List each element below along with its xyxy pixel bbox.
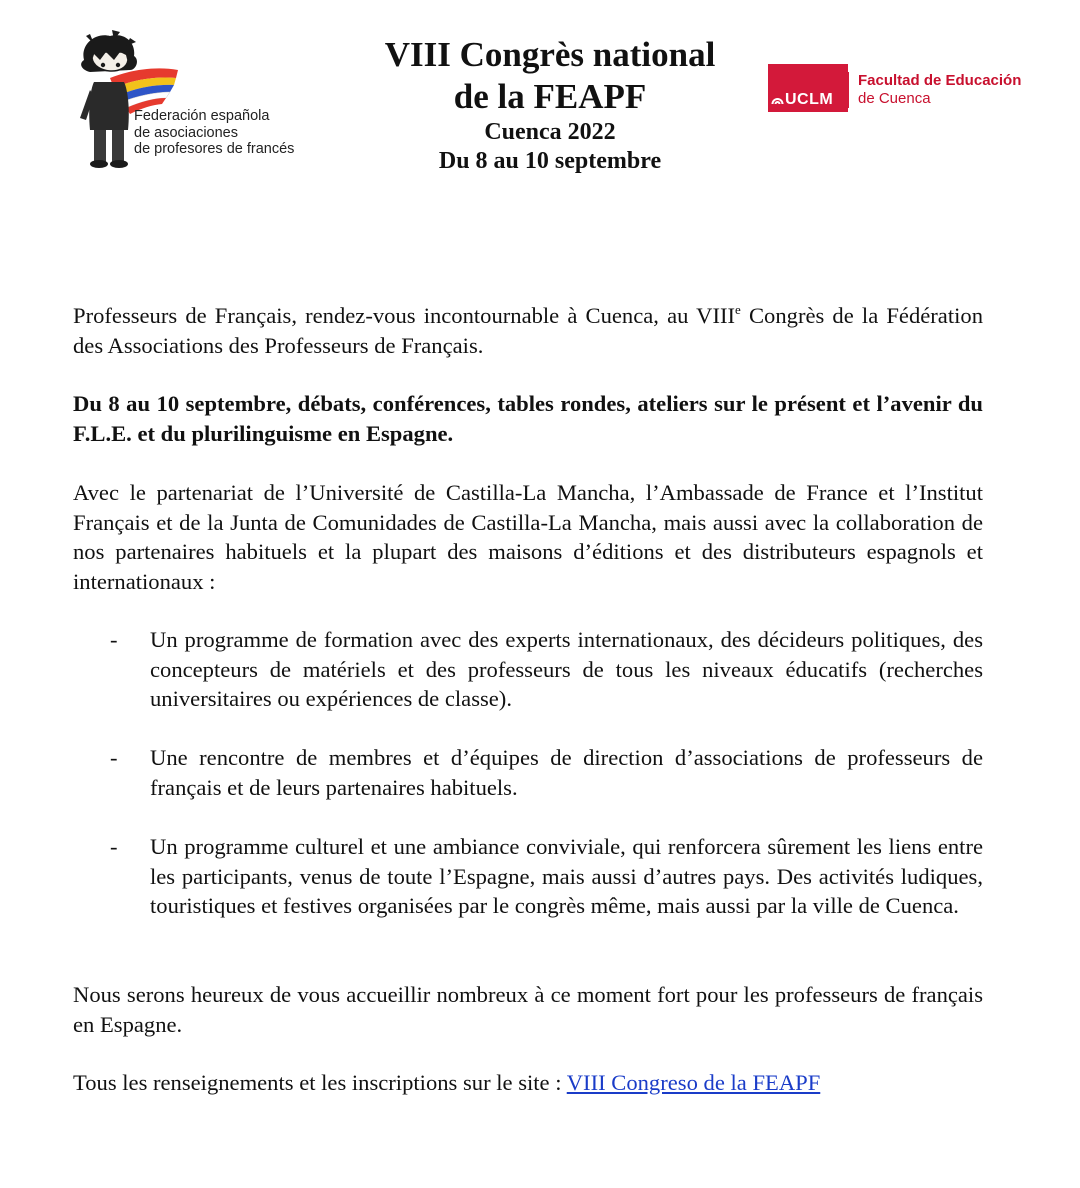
- list-item: [73, 743, 983, 802]
- feapf-org-line: de asociaciones: [134, 124, 238, 141]
- title-line-1: VIII Congrès national: [384, 35, 716, 74]
- uclm-logo: [768, 64, 1036, 116]
- feapf-org-line: Federación española: [134, 108, 270, 124]
- title-line-2: de la FEAPF: [453, 77, 647, 116]
- feapf-org-name: [134, 108, 294, 158]
- bullet-dash: -: [110, 834, 118, 859]
- congress-dates: Du 8 au 10 septembre: [438, 148, 662, 174]
- feapf-logo: [70, 30, 310, 180]
- closing-paragraph: Nous serons heureux de vous accueillir nombreux à ce moment fort pour les professeurs de français en Espagne.: [73, 982, 983, 1037]
- faculty-line-1: Facultad de Educación: [858, 72, 1022, 89]
- list-item-text: Un programme de formation avec des experts internationaux, des décideurs politiques, des concepteurs de matériels et des professeurs de tous les niveaux éducatifs (recherches universitaires ou expériences de classe).: [150, 627, 983, 711]
- uclm-logo-block: [768, 64, 848, 112]
- congress-title: [350, 34, 750, 176]
- faculty-name: [848, 72, 1021, 108]
- city-year: Cuenca 2022: [484, 119, 616, 145]
- feapf-org-line: de profesores de francés: [134, 141, 295, 157]
- list-item-text: Un programme culturel et une ambiance conviviale, qui renforcera sûrement les liens entre les participants, venus de toute l’Espagne, mais aussi d’autres pays. Des activités ludiques, touristiques et festives organisées par le congrès même, mais aussi par la ville de Cuenca.: [150, 834, 983, 918]
- list-item: [73, 625, 983, 714]
- bullet-dash: -: [110, 627, 118, 652]
- list-item-text: Une rencontre de membres et d’équipes de direction d’associations de professeurs de français et de leurs partenaires habituels.: [150, 745, 983, 800]
- uclm-emblem-icon: [771, 92, 784, 105]
- info-paragraph: [73, 1068, 983, 1098]
- list-item: [73, 832, 983, 921]
- bullet-dash: -: [110, 745, 118, 770]
- highlight-paragraph: Du 8 au 10 septembre, débats, conférences, tables rondes, ateliers sur le présent et l’avenir du F.L.E. et du plurilinguisme en Espagne.: [73, 391, 983, 446]
- congress-website-link[interactable]: VIII Congreso de la FEAPF: [566, 1070, 821, 1095]
- info-prefix: Tous les renseignements et les inscriptions sur le site :: [73, 1070, 567, 1095]
- faculty-line-2: de Cuenca: [858, 90, 931, 107]
- intro-paragraph: Professeurs de Français, rendez-vous incontournable à Cuenca, au VIIIe Congrès de la Fédération des Associations des Professeurs de Français.: [73, 302, 983, 358]
- uclm-mark: UCLM: [771, 91, 833, 109]
- partners-paragraph: Avec le partenariat de l’Université de Castilla-La Mancha, l’Ambassade de France et l’Institut Français et de la Junta de Comunidades de Castilla-La Mancha, mais aussi avec la collaboration de nos partenaires habituels et la plupart des maisons d’éditions et des distributeurs espagnols et internationaux :: [73, 480, 983, 594]
